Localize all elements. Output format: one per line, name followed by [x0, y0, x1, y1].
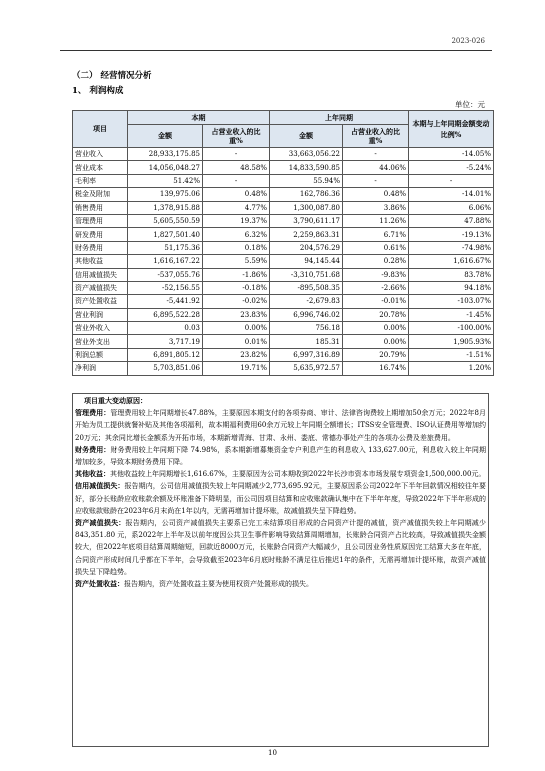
analysis-keyword: 财务费用： [75, 444, 111, 454]
table-cell: 6.06% [409, 201, 494, 214]
table-cell: 3.86% [343, 201, 409, 214]
row-label: 营业外支出 [73, 335, 128, 348]
analysis-paragraph [75, 468, 486, 480]
header-rule [60, 50, 492, 51]
analysis-text: 财务费用较上年同期下降 74.98%，系本期新增募集资金专户利息产生的利息收入 133,627.00元，利息收入较上年同期增加较多，导致本期财务费用下降。 [75, 445, 486, 467]
table-cell: 5,635,972.57 [270, 362, 343, 375]
table-row [73, 348, 494, 361]
table-cell: 14,056,048.27 [128, 161, 203, 174]
header-current: 本期 [128, 111, 270, 125]
table-cell: 1,616.67% [409, 255, 494, 268]
table-cell: 1,616,167.22 [128, 255, 203, 268]
unit-label: 单位：元 [455, 100, 485, 109]
table-cell: 1,300,087.80 [270, 201, 343, 214]
table-row [73, 214, 494, 227]
row-label: 营业成本 [73, 161, 128, 174]
table-cell: 0.01% [203, 335, 270, 348]
table-cell: 14,833,590.85 [270, 161, 343, 174]
table-cell: 0.61% [343, 241, 409, 254]
table-row [73, 228, 494, 241]
table-cell: -2.66% [343, 281, 409, 294]
table-cell: 756.18 [270, 322, 343, 335]
table-cell: 204,576.29 [270, 241, 343, 254]
table-cell: -9.83% [343, 268, 409, 281]
table-cell: -537,055.76 [128, 268, 203, 281]
table-row [73, 148, 494, 161]
table-cell: -895,508.35 [270, 281, 343, 294]
analysis-keyword: 管理费用： [75, 408, 111, 418]
table-cell: 0.48% [203, 188, 270, 201]
page-number: 10 [268, 749, 277, 757]
table-cell: - [343, 174, 409, 187]
table-cell: -3,310,751.68 [270, 268, 343, 281]
row-label: 税金及附加 [73, 188, 128, 201]
table-cell: 1,378,915.88 [128, 201, 203, 214]
table-cell: -74.98% [409, 241, 494, 254]
profit-table [72, 110, 494, 376]
table-row [73, 362, 494, 375]
analysis-text: 其他收益较上年同期增长1,616.67%，主要原因为公司本期收到2022年长沙市资本市场发展专项资金1,500,000.00元。 [110, 470, 486, 479]
row-label: 其他收益 [73, 255, 128, 268]
table-cell: 20.79% [343, 348, 409, 361]
table-cell: 94,145.44 [270, 255, 343, 268]
analysis-text: 报告期内，公司信用减值损失较上年同期减少2,773,695.92元，主要原因系公司2022年下半年回款情况相较往年要好，部分长账龄应收账款余额及坏账准备下降明显，而公司因项目结算和应收账款确认集中在下半年年度，导致2022年下半年形成的应收账款账龄在2023年6月末尚在1年以内，无需再增加计提坏账，故减值损失呈下降趋势。 [75, 482, 486, 515]
table-cell: 0.18% [203, 241, 270, 254]
table-cell: 5,605,550.59 [128, 214, 203, 227]
row-label: 资产处置收益 [73, 295, 128, 308]
table-cell: - [203, 148, 270, 161]
row-label: 营业收入 [73, 148, 128, 161]
table-cell: 11.26% [343, 214, 409, 227]
analysis-paragraph [75, 480, 486, 517]
table-cell: 47.88% [409, 214, 494, 227]
table-cell: 1,905.93% [409, 335, 494, 348]
section-title: （二） 经营情况分析 [72, 71, 152, 81]
table-cell: -1.45% [409, 308, 494, 321]
table-cell: -14.01% [409, 188, 494, 201]
row-label: 毛利率 [73, 174, 128, 187]
header-change: 本期与上年同期金额变动比例% [409, 111, 494, 148]
table-cell: 1,827,501.40 [128, 228, 203, 241]
table-cell: -0.02% [203, 295, 270, 308]
row-label: 营业外收入 [73, 322, 128, 335]
table-row [73, 281, 494, 294]
table-cell: 94.18% [409, 281, 494, 294]
table-cell: 162,786.36 [270, 188, 343, 201]
analysis-paragraphs [75, 407, 486, 590]
table-cell: -0.18% [203, 281, 270, 294]
table-cell: 0.28% [343, 255, 409, 268]
table-cell: 23.82% [203, 348, 270, 361]
analysis-text: 管理费用较上年同期增长47.88%，主要原因本期支付的各项券商、审计、法律咨询费较上期增加50余万元；2022年8月开始为员工提供就餐补贴及其他各项福利，故本期福利费用60余万元较上年同期仝额增长；ITSS安全管理费、ISO认证费用等增加约20万元；其余同比增长金额系为开拓市场，本期新增青海、甘肃、永州、娄底、常德办事处产生的各项办公费及差旅费用。 [75, 409, 487, 442]
table-cell: 3,717.19 [128, 335, 203, 348]
header-prior: 上年同期 [270, 111, 409, 125]
table-row [73, 201, 494, 214]
analysis-box [72, 393, 489, 747]
table-cell: 0.00% [203, 322, 270, 335]
table-cell: 6,895,522.28 [128, 308, 203, 321]
row-label: 销售费用 [73, 201, 128, 214]
analysis-text: 报告期内，公司资产减值损失主要系已完工未结算项目形成的合同资产计提的减值，资产减值损失较上年同期减少843,351.80 元，系2022年上半年及以前年度因公共卫生事件影响导致结算周期增加，长账龄合同资产占比较高，导致减值损失金额较大，但2022年底项目结算周期缩短，回款近8000万元，长账龄合同资产大幅减少，且公司因业务性质原因完工结算大多在年底，合同资产形成时间几乎都在下半年，会导致截至2023年6月底时账龄不满足往后推迟1年的条件，无需再增加计提坏账，故资产减值损失呈下降趋势。 [75, 519, 486, 576]
table-cell: 5.59% [203, 255, 270, 268]
analysis-keyword: 信用减值损失： [75, 481, 125, 491]
table-cell: 16.74% [343, 362, 409, 375]
table-cell: 0.03 [128, 322, 203, 335]
section-subtitle: 1、 利润构成 [72, 86, 124, 96]
table-cell: 6,891,805.12 [128, 348, 203, 361]
header-item: 项目 [73, 111, 128, 148]
table-cell: 5,703,851.06 [128, 362, 203, 375]
table-cell: 6.32% [203, 228, 270, 241]
table-cell: 19.37% [203, 214, 270, 227]
table-cell: 44.06% [343, 161, 409, 174]
table-cell: 23.83% [203, 308, 270, 321]
row-label: 信用减值损失 [73, 268, 128, 281]
row-label: 营业利润 [73, 308, 128, 321]
profit-table-body [73, 148, 494, 376]
table-cell: -103.07% [409, 295, 494, 308]
header-current-amount: 金额 [128, 125, 203, 148]
table-cell: 6,997,316.89 [270, 348, 343, 361]
analysis-keyword: 资产减值损失： [75, 518, 126, 528]
table-cell: 28,933,175.85 [128, 148, 203, 161]
table-cell: 0.48% [343, 188, 409, 201]
table-cell: 0.00% [343, 335, 409, 348]
table-cell: 20.78% [343, 308, 409, 321]
table-cell: 1.20% [409, 362, 494, 375]
table-cell: -52,156.55 [128, 281, 203, 294]
analysis-keyword: 资产处置收益： [75, 579, 124, 589]
table-row [73, 268, 494, 281]
table-cell: 83.78% [409, 268, 494, 281]
table-cell: 6.71% [343, 228, 409, 241]
table-cell: -5,441.92 [128, 295, 203, 308]
table-cell: -1.86% [203, 268, 270, 281]
table-row [73, 174, 494, 187]
table-row [73, 188, 494, 201]
analysis-text: 报告期内，资产处置收益主要为使用权资产处置形成的损失。 [124, 580, 313, 589]
table-cell: 185.31 [270, 335, 343, 348]
analysis-keyword: 其他收益： [75, 469, 110, 479]
table-row [73, 255, 494, 268]
table-cell: -5.24% [409, 161, 494, 174]
table-cell: 2,259,863.31 [270, 228, 343, 241]
row-label: 净利润 [73, 362, 128, 375]
table-cell: -0.01% [343, 295, 409, 308]
analysis-paragraph [75, 517, 486, 578]
table-cell: 33,663,056.22 [270, 148, 343, 161]
row-label: 研发费用 [73, 228, 128, 241]
analysis-paragraph [75, 407, 486, 444]
header-prior-ratio: 占营业收入的比重% [343, 125, 409, 148]
table-cell: - [203, 174, 270, 187]
table-cell: -1.51% [409, 348, 494, 361]
table-cell: 0.00% [343, 322, 409, 335]
row-label: 资产减值损失 [73, 281, 128, 294]
table-cell: 19.71% [203, 362, 270, 375]
table-cell: 6,996,746.02 [270, 308, 343, 321]
table-cell: 4.77% [203, 201, 270, 214]
table-cell: - [343, 148, 409, 161]
row-label: 财务费用 [73, 241, 128, 254]
analysis-paragraph [75, 578, 486, 590]
table-cell: 55.94% [270, 174, 343, 187]
page-header-code: 2023-026 [451, 37, 485, 45]
row-label: 利润总额 [73, 348, 128, 361]
table-row [73, 241, 494, 254]
table-row [73, 308, 494, 321]
table-row [73, 322, 494, 335]
table-cell: -100.00% [409, 322, 494, 335]
table-row [73, 335, 494, 348]
analysis-paragraph [75, 444, 486, 468]
table-cell: 139,975.06 [128, 188, 203, 201]
table-cell: 51.42% [128, 174, 203, 187]
table-cell: 3,790,611.17 [270, 214, 343, 227]
header-prior-amount: 金额 [270, 125, 343, 148]
table-row [73, 295, 494, 308]
table-cell: -19.13% [409, 228, 494, 241]
table-row [73, 161, 494, 174]
table-cell: 48.58% [203, 161, 270, 174]
table-cell: - [409, 174, 494, 187]
analysis-title: 项目重大变动原因： [84, 396, 147, 405]
table-cell: -2,679.83 [270, 295, 343, 308]
row-label: 管理费用 [73, 214, 128, 227]
table-cell: -14.05% [409, 148, 494, 161]
header-current-ratio: 占营业收入的比重% [203, 125, 270, 148]
table-cell: 51,175.36 [128, 241, 203, 254]
